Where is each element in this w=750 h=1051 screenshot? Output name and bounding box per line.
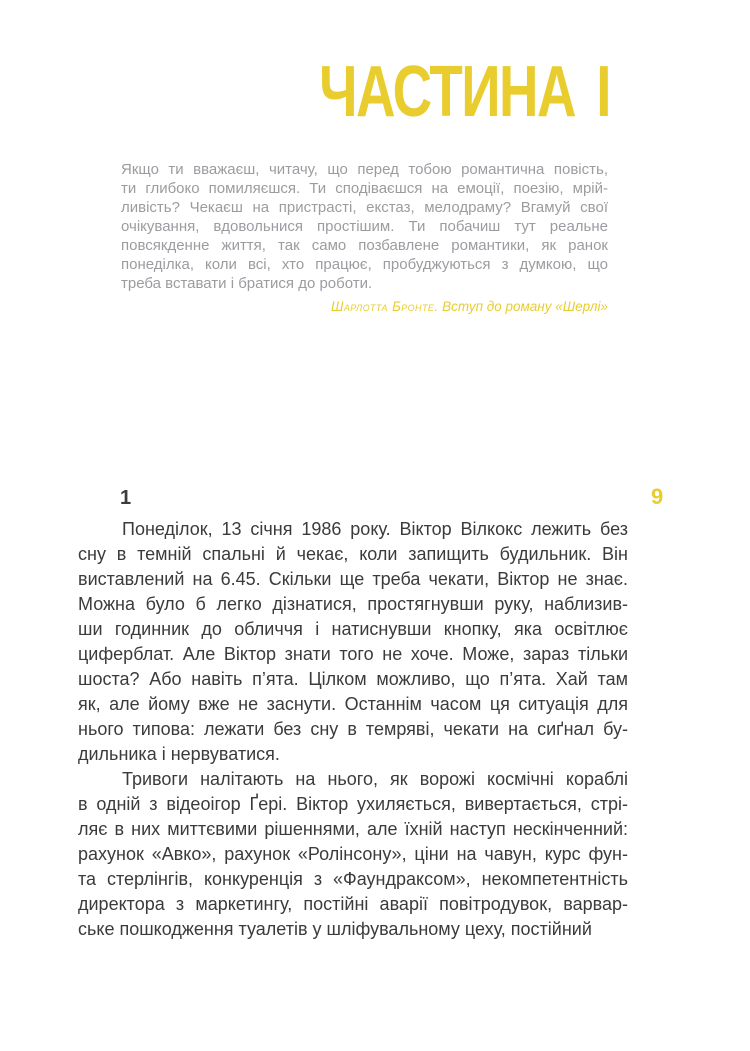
text-line: очікування, вдовольнися простішим. Ти побачиш тут реальне [121, 218, 608, 235]
text-line: рахунок «Авко», рахунок «Ролінсону», ціни на чавун, курс фун- [78, 844, 628, 864]
text-line: в одній з відеоігор Ґері. Віктор ухиляється, вивертається, стрі- [78, 794, 628, 814]
text-line: дильника і нервуватися. [78, 744, 280, 764]
chapter-number: 1 [120, 487, 132, 509]
text-line: шоста? Або навіть п’ята. Цілком можливо, що п’ята. Хай там [78, 669, 628, 689]
text-line: та стерлінгів, конкуренція з «Фаундраксом», некомпетентність [78, 869, 628, 889]
text-line: нього типова: лежати без сну в темряві, чекати на сиґнал бу- [78, 719, 628, 739]
paragraph-1 [78, 517, 628, 767]
epigraph [121, 160, 608, 316]
text-line: треба вставати і братися до роботи. [121, 275, 373, 292]
paragraph-2 [78, 767, 628, 942]
attribution-author: Шарлотта Бронте. [331, 299, 439, 314]
body-text [78, 517, 628, 942]
text-line: директора з маркетингу, постійні аварії повітродувок, варвар- [78, 894, 628, 914]
epigraph-attribution [121, 298, 608, 316]
page-number: 9 [651, 484, 664, 509]
text-line: ське пошкодження туалетів у шліфувальному цеху, постійний [78, 919, 592, 939]
epigraph-text [121, 160, 608, 293]
text-line: ляє в них миттєвими рішеннями, але їхній наступ нескінченний: [78, 819, 628, 839]
attribution-work: Вступ до роману «Шерлі» [438, 299, 608, 314]
text-line: повсякденне життя, так само позбавлене романтики, як ранок [121, 237, 608, 254]
text-line: Якщо ти вважаєш, читачу, що перед тобою романтична повість, [121, 161, 608, 178]
text-line: понеділка, коли всі, хто працює, пробуджуються з думкою, що [121, 256, 608, 273]
text-line: Тривоги налітають на нього, як ворожі космічні кораблі [122, 769, 628, 789]
text-line: ши годинник до обличчя і натиснувши кнопку, яка освітлює [78, 619, 628, 639]
text-line: як, але йому вже не заснути. Останнім часом ця ситуація для [78, 694, 628, 714]
text-line: сну в темній спальні й чекає, коли запищить будильник. Він [78, 544, 628, 564]
text-line: Можна було б легко дізнатися, простягнувши руку, наблизив- [78, 594, 628, 614]
text-line: ти глибоко помиляєшся. Ти сподіваєшся на емоції, поезію, мрій- [121, 180, 608, 197]
part-title: ЧАСТИНА I [319, 52, 610, 132]
text-line: Понеділок, 13 січня 1986 року. Віктор Вілкокс лежить без [122, 519, 628, 539]
text-line: виставлений на 6.45. Скільки ще треба чекати, Віктор не знає. [78, 569, 628, 589]
text-line: циферблат. Але Віктор знати того не хоче. Може, зараз тільки [78, 644, 628, 664]
text-line: ливість? Чекаєш на пристрасті, екстаз, мелодраму? Вгамуй свої [121, 199, 608, 216]
